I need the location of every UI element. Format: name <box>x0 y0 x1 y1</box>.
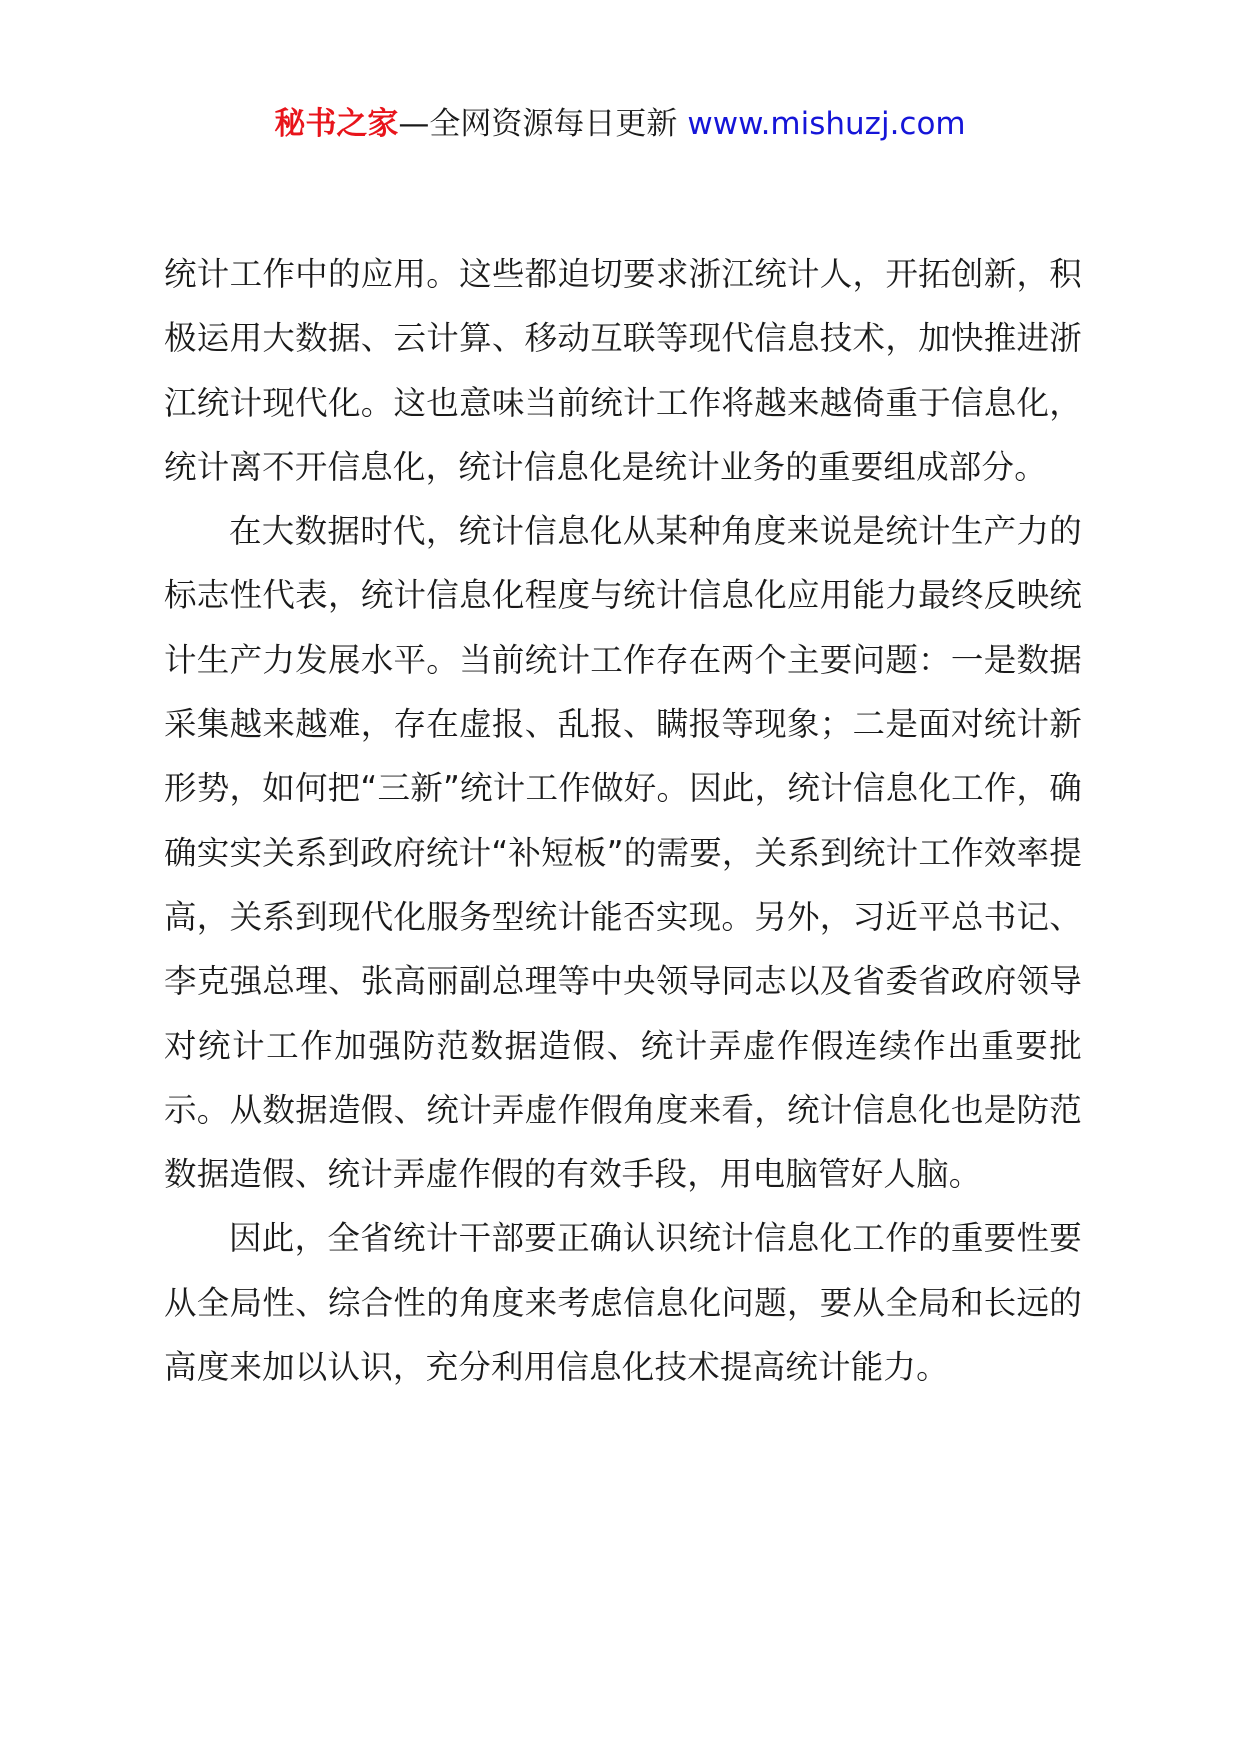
paragraph-big-data-era: 在大数据时代，统计信息化从某种角度来说是统计生产力的标志性代表，统计信息化程度与统计信息化应用能力最终反映统计生产力发展水平。当前统计工作存在两个主要问题：一是数据采集越来越难，存在虚报、乱报、瞒报等现象；二是面对统计新形势，如何把“三新”统计工作做好。因此，统计信息化工作，确确实实关系到政府统计“补短板”的需要，关系到统计工作效率提高，关系到现代化服务型统计能否实现。另外，习近平总书记、李克强总理、张高丽副总理等中央领导同志以及省委省政府领导对统计工作加强防范数据造假、统计弄虚作假连续作出重要批示。从数据造假、统计弄虚作假角度来看，统计信息化也是防范数据造假、统计弄虚作假的有效手段，用电脑管好人脑。 <box>164 512 1082 1194</box>
brand-name: 秘书之家 <box>274 106 399 142</box>
header-tagline: —全网资源每日更新 <box>398 106 678 142</box>
paragraph-conclusion: 因此，全省统计干部要正确认识统计信息化工作的重要性要从全局性、综合性的角度来考虑信息化问题，要从全局和长远的高度来加以认识，充分利用信息化技术提高统计能力。 <box>164 1219 1082 1387</box>
page-header <box>0 104 1240 144</box>
site-url-link[interactable]: www.mishuzj.com <box>687 106 966 142</box>
paragraph-continued: 统计工作中的应用。这些都迫切要求浙江统计人，开拓创新，积极运用大数据、云计算、移动互联等现代信息技术，加快推进浙江统计现代化。这也意味当前统计工作将越来越倚重于信息化，统计离不开信息化，统计信息化是统计业务的重要组成部分。 <box>164 255 1082 486</box>
document-body <box>164 242 1082 1399</box>
